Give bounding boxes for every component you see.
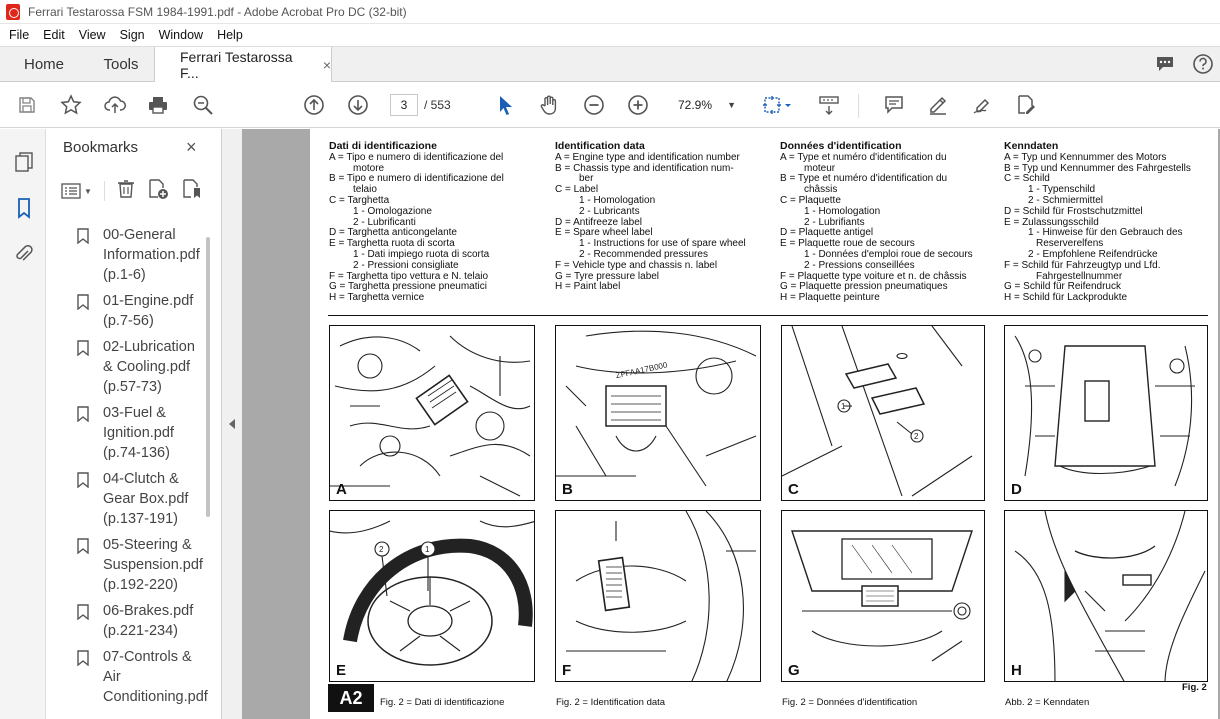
caption-english: Fig. 2 = Identification data [556,697,666,708]
legend-line: telaio [353,184,377,196]
figure-letter: A [336,481,347,498]
bookmark-options-icon[interactable]: ▼ [61,183,92,199]
engine-plate-drawing [330,326,535,501]
bookmark-flag-icon [77,340,89,356]
legend-line: 2 - Lubrificanti [353,216,416,228]
navigation-rail [0,129,46,719]
legend-line: E = Zulassungsschild [1004,216,1099,228]
zoom-level-value: 72.9% [678,98,713,112]
legend-line: 1 - Données d'emploi roue de secours [804,248,973,260]
bookmark-label: 06-Brakes.pdf (p.221-234) [103,603,194,639]
bookmark-label: 01-Engine.pdf (p.7-56) [103,293,194,329]
callout-2: 2 [379,545,384,554]
figure-letter: E [336,662,347,679]
bookmark-label: 04-Clutch & Gear Box.pdf (p.137-191) [103,471,189,527]
legend-english [555,141,760,293]
figure-letter: F [562,662,572,679]
fit-page-icon[interactable] [760,93,794,117]
bookmark-label: 00-General Information.pdf (p.1-6) [103,227,200,283]
figure-panel-g [781,510,985,682]
collapse-arrow-icon [229,419,235,429]
menu-sign[interactable]: Sign [119,28,145,42]
find-bookmark-icon[interactable] [181,178,203,205]
bookmark-flag-icon [77,406,89,422]
bookmark-item[interactable] [75,337,205,397]
page-count: / 553 [424,98,451,112]
figure-panel-d [1004,325,1208,501]
caption-german: Abb. 2 = Kenndaten [1005,697,1090,708]
legend-line: F = Vehicle type and chassis n. label [555,259,718,271]
select-cursor-icon[interactable] [494,93,518,117]
legend-line: 2 - Recommended pressures [579,248,708,260]
bookmark-item[interactable] [75,535,205,595]
menu-edit[interactable]: Edit [43,28,65,42]
legend-line: 1 - Instructions for use of spare wheel [579,238,746,250]
svg-text:ZFFAA17B000: ZFFAA17B000 [614,360,669,381]
label-plates-drawing [782,326,985,501]
legend-line: 1 - Homologation [804,205,881,217]
bookmark-star-icon[interactable] [59,93,83,117]
legend-line: 1 - Homologation [579,194,656,206]
legend-line: Fahrgestellnummer [1036,270,1123,282]
bookmark-flag-icon [77,604,89,620]
print-icon[interactable] [146,93,170,117]
collapse-panel-handle[interactable] [222,129,242,719]
bookmark-flag-icon [77,538,89,554]
save-icon[interactable] [15,93,39,117]
figure-letter: D [1011,481,1022,498]
hand-tool-icon[interactable] [538,93,562,117]
legend-line: D = Antifreeze label [555,216,642,228]
legend-german [1004,141,1214,304]
spare-wheel-drawing [330,511,535,682]
legend-line: E = Targhetta ruota di scorta [329,238,455,250]
legend-line: A = Typ und Kennummer des Motors [1004,151,1167,163]
figure-panel-h [1004,510,1208,682]
bookmarks-panel-icon[interactable] [12,195,36,221]
bookmark-flag-icon [77,472,89,488]
scroll-mode-icon[interactable] [816,93,842,117]
figure-letter: B [562,481,573,498]
bookmarks-panel [47,129,222,719]
legend-line: H = Targhetta vernice [329,292,425,304]
tyre-pressure-label-drawing [782,511,985,682]
legend-line: H = Paint label [555,281,621,293]
zoom-out-icon[interactable] [582,93,606,117]
legend-line: B = Type et numéro d'identification du [780,173,948,185]
next-page-icon[interactable] [346,93,370,117]
bookmark-label: 02-Lubrication & Cooling.pdf (p.57-73) [103,339,195,395]
legend-line: C = Schild [1004,173,1050,185]
legend-line: A = Tipo e numero di identificazione del [329,151,504,163]
legend-line: A = Engine type and identification number [555,151,740,163]
legend-line: C = Label [555,184,599,196]
callout-1: 1 [841,402,846,411]
tab-document-label: Ferrari Testarossa F... [180,48,293,81]
acrobat-icon [6,4,20,20]
close-panel-icon[interactable]: × [186,137,197,157]
legend-line: Reserverelfens [1036,238,1104,250]
legend-line: G = Targhetta pressione pneumatici [329,281,487,293]
delete-bookmark-icon[interactable] [117,179,135,204]
legend-line: 1 - Hinweise für den Gebrauch des [1028,227,1183,239]
legend-line: E = Plaquette roue de secours [780,238,915,250]
upload-cloud-icon[interactable] [103,93,127,117]
zoom-search-icon[interactable] [191,93,215,117]
legend-line: B = Chassis type and identification num- [555,162,734,174]
bookmark-label: 05-Steering & Suspension.pdf (p.192-220) [103,537,203,593]
legend-line: F = Targhetta tipo vettura e N. telaio [329,270,489,282]
legend-line: A = Type et numéro d'identification du [780,151,947,163]
legend-line: 1 - Dati impiego ruota di scorta [353,248,490,260]
tab-bar [0,46,1220,82]
antifreeze-label-drawing [1005,326,1208,501]
legend-line: D = Plaquette antigel [780,227,874,239]
legend-line: moteur [804,162,836,174]
vehicle-type-label-drawing [556,511,761,682]
panel-divider [104,181,105,201]
legend-line: B = Typ und Kennummer des Fahrgestells [1004,162,1191,174]
bookmark-flag-icon [77,228,89,244]
caption-french: Fig. 2 = Données d'identification [782,697,918,708]
chevron-down-icon: ▼ [727,100,736,110]
previous-page-icon[interactable] [302,93,326,117]
edit-pdf-icon[interactable] [1014,93,1038,117]
menu-file[interactable]: File [9,28,30,42]
help-icon[interactable] [1192,53,1214,75]
tab-home[interactable]: Home [23,55,64,73]
legend-line: F = Schild für Fahrzeugtyp und Lfd. [1004,259,1161,271]
legend-heading: Kenndaten [1004,140,1059,152]
figure-panel-a [329,325,535,501]
bookmark-flag-icon [77,650,89,666]
bookmark-item[interactable] [75,403,205,463]
bookmark-item[interactable] [75,647,208,707]
figure-panel-e [329,510,535,682]
bookmark-flag-icon [77,294,89,310]
legend-line: H = Plaquette peinture [780,292,880,304]
bookmark-item[interactable] [75,469,205,529]
paint-label-drawing [1005,511,1208,682]
menu-help[interactable]: Help [217,28,243,42]
figure-letter: H [1011,662,1022,679]
legend-heading: Identification data [555,140,645,152]
bookmarks-scrollbar[interactable] [206,237,210,517]
legend-heading: Dati di identificazione [329,140,437,152]
bookmark-item[interactable] [75,291,205,331]
legend-line: 2 - Pressioni consigliate [353,259,459,271]
bookmark-tools [61,177,203,205]
legend-line: 2 - Lubrifiants [804,216,865,228]
figure-panel-f [555,510,761,682]
menu-bar [0,24,1220,46]
legend-line: G = Tyre pressure label [555,270,660,282]
caption-italian: Fig. 2 = Dati di identificazione [380,697,505,708]
legend-line: F = Plaquette type voiture et n. de châssis [780,270,967,282]
main-toolbar [0,82,1220,128]
figure-letter: C [788,481,799,498]
tab-close-icon[interactable]: × [322,56,331,73]
bookmark-label: 03-Fuel & Ignition.pdf (p.74-136) [103,405,174,461]
legend-line: B = Tipo e numero di identificazione del [329,173,504,185]
highlight-pen-icon[interactable] [926,93,950,117]
draw-sign-icon[interactable] [970,93,994,117]
tab-document[interactable] [154,47,332,82]
legend-line: G = Plaquette pression pneumatiques [780,281,948,293]
bookmark-list [75,225,208,713]
legend-line: H = Schild für Lackprodukte [1004,292,1128,304]
bookmark-item[interactable] [75,225,205,285]
figure-label: Fig. 2 [1182,682,1207,693]
comment-icon[interactable] [882,93,906,117]
comment-bubble-icon[interactable] [1154,53,1176,75]
legend-line: 2 - Pressions conseillées [804,259,915,271]
attachments-icon[interactable] [12,241,36,267]
page-thumbnails-icon[interactable] [12,149,36,175]
legend-line: D = Targhetta anticongelante [329,227,457,239]
bookmark-label: 07-Controls & Air Conditioning.pdf [103,649,208,705]
legend-line: C = Targhetta [329,194,390,206]
figure-panel-b [555,325,761,501]
figure-letter: G [788,662,800,679]
legend-line: 1 - Typenschild [1028,184,1096,196]
zoom-in-icon[interactable] [626,93,650,117]
title-bar [0,0,1220,24]
legend-italian [329,141,534,304]
legend-heading: Données d'identification [780,140,902,152]
legend-line: E = Spare wheel label [555,227,653,239]
chassis-number-drawing [556,326,761,501]
legend-line: D = Schild für Frostschutzmittel [1004,205,1143,217]
legend-line: 2 - Lubricants [579,205,640,217]
zoom-level-select[interactable] [672,94,742,116]
legend-line: motore [353,162,385,174]
plate-number-badge: A2 [328,684,374,712]
bookmarks-title: Bookmarks [63,139,139,156]
callout-1: 1 [425,545,430,554]
legend-french [780,141,985,304]
legend-line: 2 - Schmiermittel [1028,194,1104,206]
menu-view[interactable]: View [78,28,106,42]
page-number-input[interactable]: 3 [390,94,418,116]
legend-line: 1 - Omologazione [353,205,432,217]
callout-2: 2 [914,432,919,441]
tab-tools[interactable]: Tools [103,55,139,73]
legend-line: G = Schild für Reifendruck [1004,281,1121,293]
toolbar-divider [858,94,859,118]
horizontal-rule [328,315,1208,316]
legend-line: ber [579,173,594,185]
legend-line: châssis [804,184,838,196]
legend-line: 2 - Empfohlene Reifendrücke [1028,248,1158,260]
window-title: Ferrari Testarossa FSM 1984-1991.pdf - Adobe Acrobat Pro DC (32-bit) [28,4,407,19]
menu-window[interactable]: Window [158,28,204,42]
bookmark-item[interactable] [75,601,205,641]
legend-line: C = Plaquette [780,194,841,206]
figure-panel-c [781,325,985,501]
pdf-page [310,129,1218,719]
new-bookmark-icon[interactable] [147,178,169,205]
